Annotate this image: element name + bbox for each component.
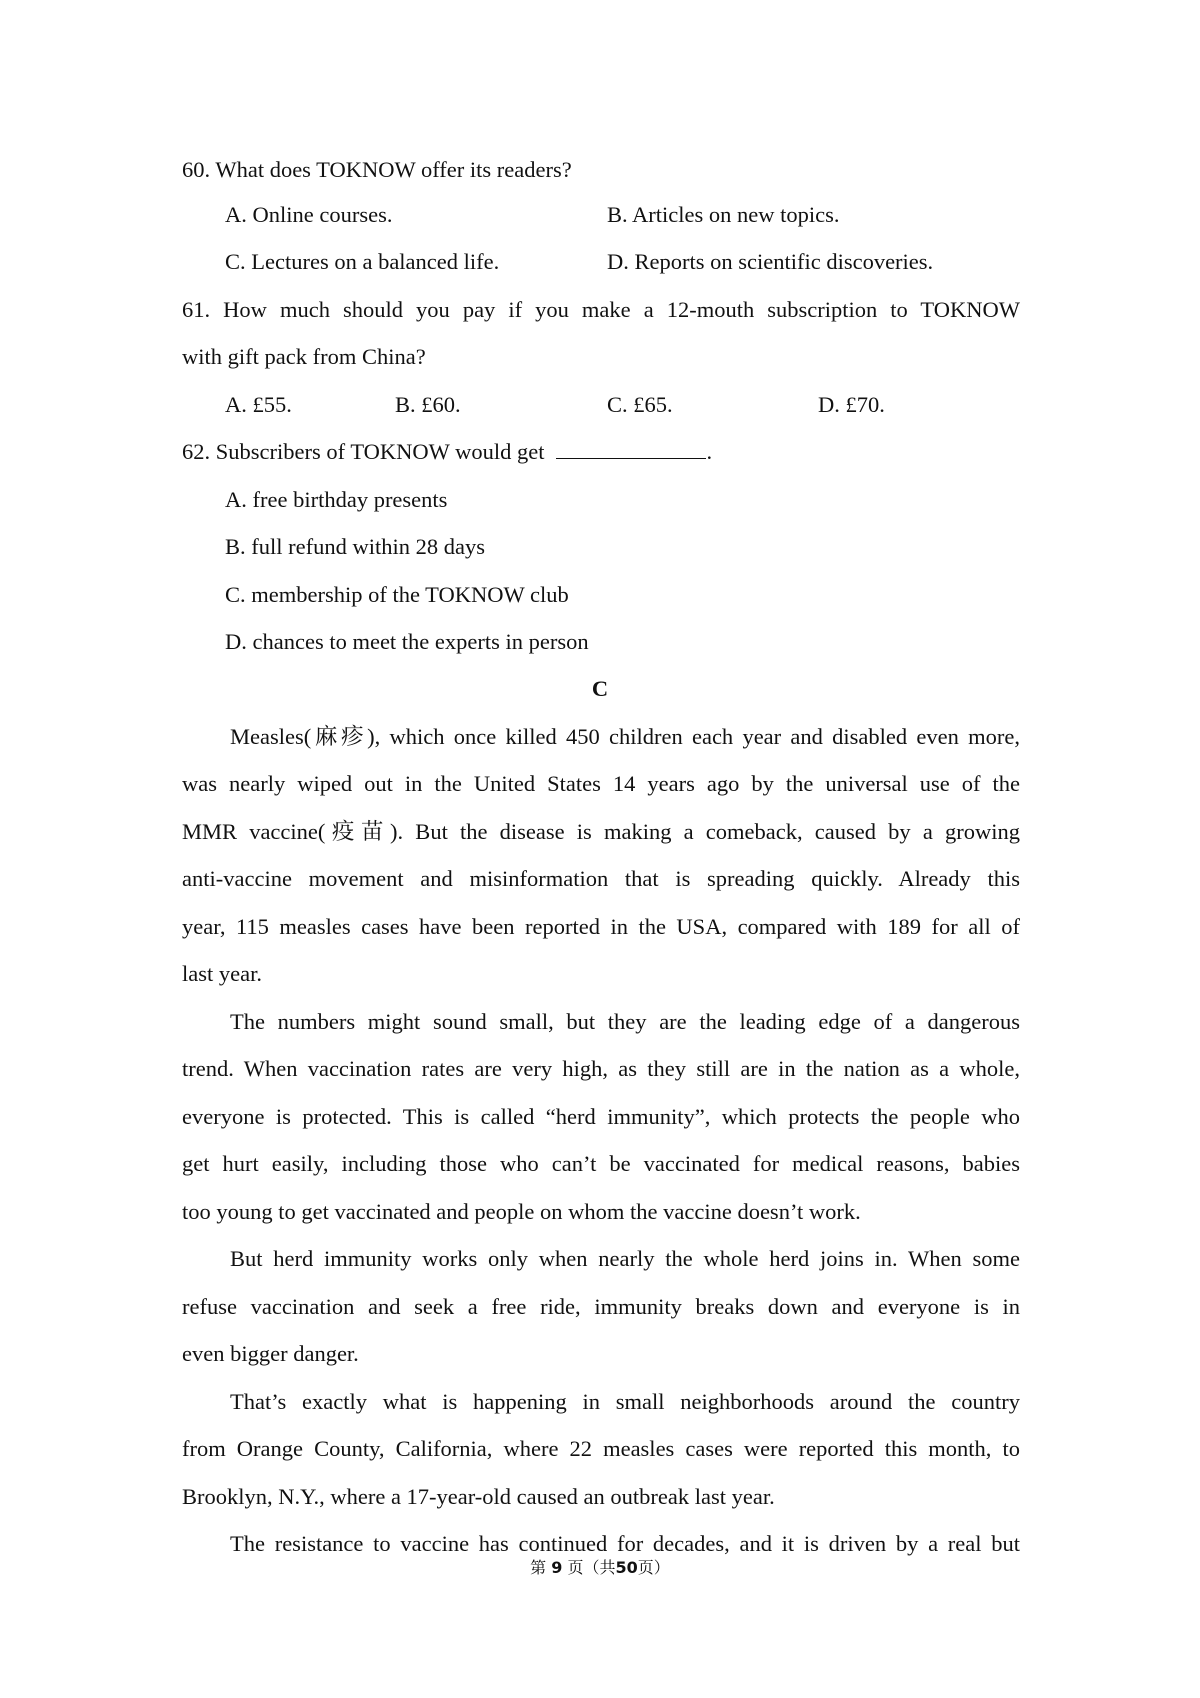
passage-p4-line-2: from Orange County, California, where 22 measles cases were reported this month, to — [182, 1436, 1020, 1461]
passage-p1-line-5: year, 115 measles cases have been reported in the USA, compared with 189 for all of — [182, 914, 1020, 939]
footer-mid: 页（共 — [567, 1558, 616, 1577]
footer-page-number: 9 — [551, 1558, 563, 1577]
passage-p2-line-2: trend. When vaccination rates are very high, as they still are in the nation as a whole, — [182, 1056, 1020, 1081]
question-62-stem-end: . — [706, 439, 713, 464]
question-62-stem — [182, 437, 712, 467]
page-footer — [0, 1556, 1200, 1580]
question-60-option-c: C. Lectures on a balanced life. — [225, 249, 500, 274]
passage-p2-line-3: everyone is protected. This is called “herd immunity”, which protects the people who — [182, 1104, 1020, 1129]
question-61-option-c: C. £65. — [607, 392, 673, 417]
question-62-stem-text: 62. Subscribers of TOKNOW would get — [182, 439, 545, 464]
passage-p3-line-1: But herd immunity works only when nearly the whole herd joins in. When some — [230, 1246, 1020, 1271]
question-60-option-a: A. Online courses. — [225, 202, 393, 227]
footer-total-pages: 50 — [615, 1558, 638, 1577]
passage-p3-line-2: refuse vaccination and seek a free ride, immunity breaks down and everyone is in — [182, 1294, 1020, 1319]
question-60-stem: 60. What does TOKNOW offer its readers? — [182, 157, 572, 182]
question-61-option-d: D. £70. — [818, 392, 885, 417]
question-62-option-d: D. chances to meet the experts in person — [225, 629, 589, 654]
question-62-option-c: C. membership of the TOKNOW club — [225, 582, 569, 607]
question-61-stem-line-1: 61. How much should you pay if you make a 12-mouth subscription to TOKNOW — [182, 297, 1020, 322]
passage-p2-line-5: too young to get vaccinated and people on whom the vaccine doesn’t work. — [182, 1199, 861, 1224]
question-62-option-a: A. free birthday presents — [225, 487, 448, 512]
question-60-option-b: B. Articles on new topics. — [607, 202, 840, 227]
passage-p2-line-4: get hurt easily, including those who can’t be vaccinated for medical reasons, babies — [182, 1151, 1020, 1176]
passage-p3-line-3: even bigger danger. — [182, 1341, 359, 1366]
section-c-heading: C — [591, 676, 609, 701]
passage-p4-line-3: Brooklyn, N.Y., where a 17-year-old caused an outbreak last year. — [182, 1484, 775, 1509]
question-61-stem-line-2: with gift pack from China? — [182, 344, 426, 369]
footer-prefix: 第 — [530, 1558, 547, 1577]
passage-p1-line-3: MMR vaccine(疫苗). But the disease is making a comeback, caused by a growing — [182, 819, 1020, 844]
passage-p1-line-1: Measles(麻疹), which once killed 450 children each year and disabled even more, — [230, 724, 1020, 749]
passage-p1-line-2: was nearly wiped out in the United States 14 years ago by the universal use of the — [182, 771, 1020, 796]
question-61-option-b: B. £60. — [395, 392, 461, 417]
question-61-option-a: A. £55. — [225, 392, 292, 417]
passage-p1-line-4: anti-vaccine movement and misinformation that is spreading quickly. Already this — [182, 866, 1020, 891]
footer-suffix: 页） — [637, 1558, 670, 1577]
question-62-option-b: B. full refund within 28 days — [225, 534, 485, 559]
passage-p4-line-1: That’s exactly what is happening in small neighborhoods around the country — [230, 1389, 1020, 1414]
answer-blank — [556, 438, 706, 459]
passage-p2-line-1: The numbers might sound small, but they are the leading edge of a dangerous — [230, 1009, 1020, 1034]
passage-p1-line-6: last year. — [182, 961, 262, 986]
question-60-option-d: D. Reports on scientific discoveries. — [607, 249, 934, 274]
passage-p5-line-1: The resistance to vaccine has continued for decades, and it is driven by a real but — [230, 1531, 1020, 1556]
